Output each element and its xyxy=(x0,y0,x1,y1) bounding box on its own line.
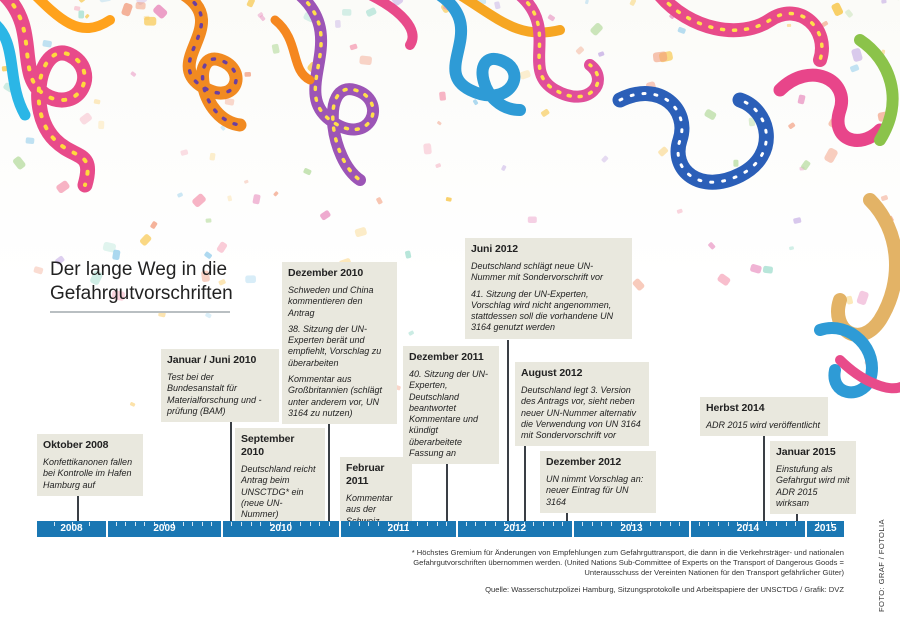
confetti-piece xyxy=(472,99,478,106)
event-text: 38. Sitzung der UN-Experten berät und empfiehlt, Vorschlag zu überarbeiten xyxy=(288,323,382,368)
event-text: Test bei der Bundesanstalt für Materialforschung und -prüfung (BAM) xyxy=(167,372,262,416)
confetti-piece xyxy=(98,121,104,129)
confetti-piece xyxy=(130,71,137,77)
confetti-piece xyxy=(365,7,377,18)
year-label: 2009 xyxy=(153,523,176,534)
confetti-piece xyxy=(354,227,367,238)
event-text: 41. Sitzung der UN-Experten, Vorschlag wird nicht angenommen, stattdessen soll die vorhandene UN 3164 genutzt werden xyxy=(471,288,614,333)
confetti-piece xyxy=(303,168,312,176)
event-herbst-2014 xyxy=(700,397,828,436)
confetti-piece xyxy=(717,273,732,287)
confetti-piece xyxy=(881,0,887,4)
confetti-piece xyxy=(435,163,441,168)
event-heading: Januar / Juni 2010 xyxy=(167,354,257,366)
confetti-piece xyxy=(793,217,802,224)
confetti-piece xyxy=(376,197,383,205)
connector-jan2010 xyxy=(230,412,232,522)
confetti-piece xyxy=(150,221,158,230)
confetti-piece xyxy=(244,180,249,184)
confetti-piece xyxy=(244,72,251,77)
year-label: 2011 xyxy=(387,523,410,534)
event-text: Einstufung als Gefahrgut wird mit ADR 2015 wirksam xyxy=(776,464,850,508)
confetti-piece xyxy=(733,160,738,167)
confetti-piece xyxy=(205,218,211,223)
event-heading: August 2012 xyxy=(521,367,583,379)
footnote-line-3: Unterausschuss der Vereinten Nationen für den Transport gefährlicher Güter) xyxy=(584,568,844,577)
confetti-piece xyxy=(750,263,763,274)
confetti-piece xyxy=(540,108,550,117)
event-text: Kommentar aus der xyxy=(346,493,393,515)
event-heading: Februar 2011 xyxy=(346,462,385,487)
event-heading: Herbst 2014 xyxy=(706,402,765,414)
confetti-piece xyxy=(42,40,52,48)
photo-credit: FOTO: GRAF / FOTOLIA xyxy=(877,519,886,612)
confetti-piece xyxy=(209,153,215,161)
confetti-piece xyxy=(342,9,351,16)
event-september-2010 xyxy=(235,428,325,525)
event-august-2012 xyxy=(515,362,649,446)
title-underline xyxy=(50,311,230,313)
confetti-piece xyxy=(245,275,256,283)
footnote-line-2: Gefahrgutvorschriften übernommen werden. (United Nations Sub-Committee of Experts on the Transport of Dangerous Goods = xyxy=(413,558,844,567)
confetti-piece xyxy=(704,108,718,120)
confetti-piece xyxy=(33,266,43,275)
confetti-piece xyxy=(547,14,555,22)
confetti-piece xyxy=(180,149,188,156)
confetti-piece xyxy=(598,51,605,57)
confetti-piece xyxy=(246,0,255,8)
connector-dez2010 xyxy=(328,414,330,522)
confetti-piece xyxy=(349,43,357,50)
confetti-piece xyxy=(139,233,152,246)
confetti-piece xyxy=(528,217,537,223)
confetti-piece xyxy=(252,194,261,205)
connector-okt2008 xyxy=(77,496,79,522)
year-label: 2012 xyxy=(503,523,527,534)
footnote xyxy=(412,548,844,578)
confetti-piece xyxy=(273,191,279,197)
confetti-piece xyxy=(55,180,70,194)
event-heading: Dezember 2012 xyxy=(546,456,622,468)
confetti-piece xyxy=(439,91,446,100)
confetti-piece xyxy=(787,24,791,27)
footnote-line-1: * Höchstes Gremium für Änderungen von Empfehlungen zum Gefahrguttransport, die dann in die Verkehrsträger- und nationalen xyxy=(411,548,844,557)
event-text: Deutschland legt 3. Version des Antrags vor, sieht neben neuer UN-Nummer alternativ die Verwendung von UN 3164 mit Sondervorschrift vor xyxy=(521,385,641,441)
confetti-piece xyxy=(121,2,133,17)
confetti-piece xyxy=(78,10,84,18)
confetti-piece xyxy=(844,9,853,18)
confetti-piece xyxy=(851,47,863,62)
confetti-piece xyxy=(856,290,869,306)
confetti-piece xyxy=(589,22,603,37)
confetti-piece xyxy=(797,94,805,104)
confetti-piece xyxy=(85,14,90,19)
confetti-piece xyxy=(76,0,86,3)
event-dezember-2010 xyxy=(282,262,397,424)
event-text: 40. Sitzung der UN-Experten, Deutschland beantwortet Kommentare und kündigt überarbeitete Fassung an xyxy=(409,369,489,459)
event-text: Deutschland schlägt neue UN-Nummer mit Sondervorschrift vor xyxy=(471,261,604,283)
confetti-piece xyxy=(359,55,372,65)
confetti-piece xyxy=(271,44,279,54)
confetti-piece xyxy=(335,20,341,28)
confetti-piece xyxy=(191,193,207,208)
page-title xyxy=(50,258,233,306)
event-dezember-2011 xyxy=(403,346,499,464)
connector-herbst2014 xyxy=(763,434,765,522)
confetti-piece xyxy=(12,155,27,170)
event-heading: Juni 2012 xyxy=(471,243,518,255)
event-dezember-2012 xyxy=(540,451,656,513)
source-line: Quelle: Wasserschutzpolizei Hamburg, Sitzungsprotokolle und Arbeitspapiere der UNSCTDG / Grafik: DVZ xyxy=(485,585,844,594)
event-heading: Dezember 2011 xyxy=(409,351,484,363)
confetti-piece xyxy=(585,0,589,4)
title-line-2: Gefahrgutvorschriften xyxy=(50,283,233,304)
confetti-piece xyxy=(823,147,838,164)
event-text: Kommentar aus Großbritannien (schlägt unter anderem vor, UN 3164 zu nutzen) xyxy=(288,374,383,418)
year-label: 2013 xyxy=(620,523,643,534)
year-label: 2015 xyxy=(814,523,837,534)
confetti-piece xyxy=(657,146,668,157)
confetti-piece xyxy=(677,26,686,34)
connector-aug2012 xyxy=(524,444,526,522)
confetti-piece xyxy=(850,64,860,73)
event-heading: Januar 2015 xyxy=(776,446,836,458)
confetti-piece xyxy=(494,1,501,9)
confetti-piece xyxy=(831,2,844,17)
confetti-piece xyxy=(25,137,34,144)
confetti-piece xyxy=(763,266,774,274)
event-heading: Dezember 2010 xyxy=(288,267,364,279)
event-heading: Oktober 2008 xyxy=(43,439,109,451)
confetti-piece xyxy=(93,99,100,105)
title-line-1: Der lange Weg in die xyxy=(50,259,228,280)
event-text: Konfettikanonen fallen bei Kontrolle im Hafen Hamburg auf xyxy=(43,457,133,490)
event-heading: September 2010 xyxy=(241,433,295,458)
confetti-piece xyxy=(408,330,414,336)
event-januar-2015 xyxy=(770,441,856,514)
confetti-piece xyxy=(79,112,93,126)
confetti-piece xyxy=(601,155,609,163)
event-januar-juni-2010 xyxy=(161,349,279,422)
year-label: 2014 xyxy=(736,523,760,534)
confetti-piece xyxy=(423,143,432,155)
confetti-piece xyxy=(708,242,716,250)
year-label: 2010 xyxy=(269,523,293,534)
confetti-piece xyxy=(130,402,136,407)
confetti-piece xyxy=(677,209,683,214)
confetti-piece xyxy=(789,246,794,250)
confetti-piece xyxy=(788,122,796,130)
confetti-piece xyxy=(629,0,636,6)
event-text: ADR 2015 wird veröffentlicht xyxy=(706,420,821,430)
year-label: 2008 xyxy=(60,523,83,534)
confetti-piece xyxy=(227,195,232,201)
confetti-piece xyxy=(405,250,412,258)
event-text: Deutschland reicht Antrag beim UNSCTDG* ein (neue UN-Nummer) xyxy=(241,464,316,520)
confetti-piece xyxy=(632,278,646,292)
confetti-piece xyxy=(74,6,81,11)
confetti-piece xyxy=(319,210,331,221)
confetti-piece xyxy=(135,2,145,10)
confetti-piece xyxy=(519,70,531,80)
confetti-piece xyxy=(99,0,112,3)
confetti-piece xyxy=(575,46,584,55)
confetti-piece xyxy=(144,17,156,26)
event-oktober-2008 xyxy=(37,434,143,496)
event-text: Schweden und China kommentieren den Antrag xyxy=(288,285,374,318)
confetti-piece xyxy=(205,312,212,318)
confetti-piece xyxy=(177,192,183,198)
confetti-piece xyxy=(437,121,442,126)
event-text: UN nimmt Vorschlag an: neuer Eintrag für UN 3164 xyxy=(546,474,644,507)
timeline-axis xyxy=(37,521,844,537)
connector-jun2012 xyxy=(507,340,509,522)
confetti-piece xyxy=(653,51,668,63)
confetti-piece xyxy=(446,197,452,202)
confetti-piece xyxy=(501,165,507,172)
event-juni-2012 xyxy=(465,238,632,339)
confetti-piece xyxy=(216,241,228,254)
confetti-piece xyxy=(881,195,889,202)
